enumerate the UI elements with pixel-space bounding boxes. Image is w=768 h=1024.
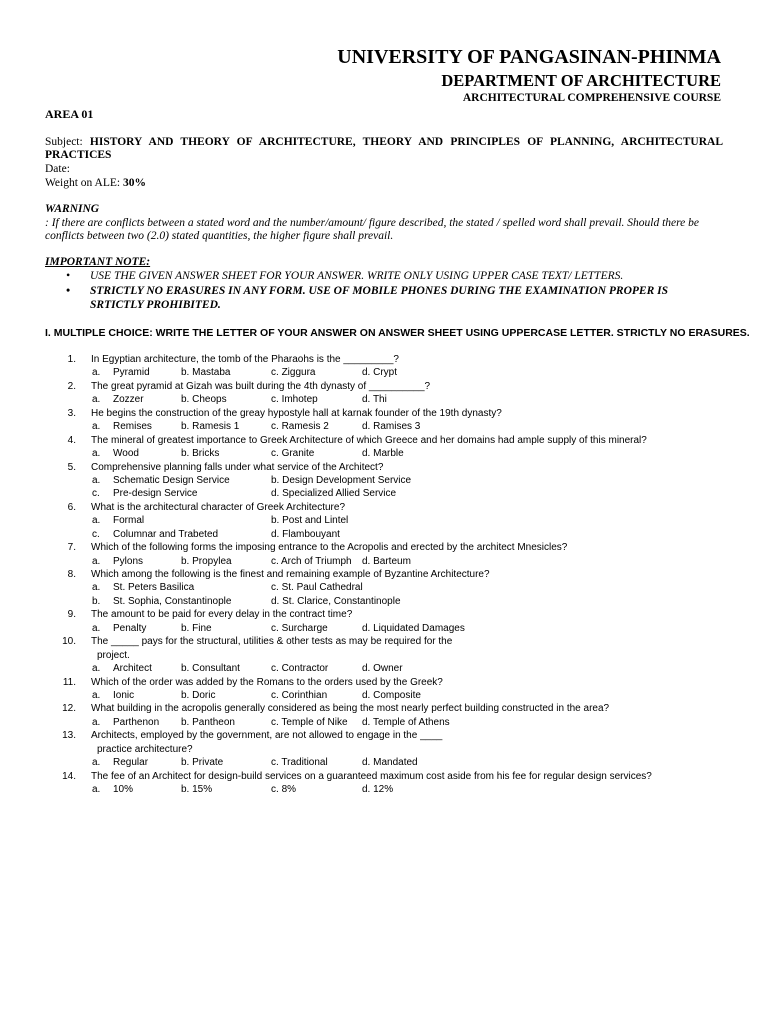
- option-text-lettered: [271, 475, 411, 486]
- option-letter: d.: [362, 689, 371, 701]
- option-text: Ramesis 1: [192, 421, 240, 433]
- question-list: [0, 354, 768, 797]
- option-text: Penalty: [113, 622, 147, 634]
- options-row: [0, 515, 768, 528]
- option-letter: a.: [92, 515, 101, 527]
- bullet-icon: •: [66, 270, 71, 282]
- option-text: Propylea: [192, 555, 232, 567]
- question-number: 2.: [67, 380, 76, 392]
- university-title: UNIVERSITY OF PANGASINAN-PHINMA: [337, 46, 721, 68]
- option-text: St. Sophia, Constantinople: [113, 595, 232, 607]
- option-text: 12%: [373, 784, 394, 795]
- question-number: 7.: [67, 542, 76, 554]
- option-letter: b.: [181, 716, 190, 728]
- option-letter: d.: [271, 488, 280, 500]
- option-letter: b.: [181, 689, 190, 701]
- question-text: The great pyramid at Gizah was built during the 4th dynasty of __________?: [91, 380, 431, 392]
- option-text-lettered: [362, 690, 421, 701]
- option-text: Parthenon: [113, 716, 160, 728]
- option-text: Owner: [373, 663, 403, 675]
- option-text-lettered: [181, 394, 227, 405]
- course-title: ARCHITECTURAL COMPREHENSIVE COURSE: [462, 92, 721, 104]
- question-number: 14.: [62, 770, 76, 782]
- option-letter: c.: [271, 394, 279, 406]
- option-text: Bricks: [192, 448, 220, 460]
- option-text-lettered: [181, 784, 212, 795]
- option-letter: a.: [92, 555, 101, 567]
- subject-line: [45, 136, 723, 162]
- option-text: Thi: [372, 394, 387, 406]
- option-text: 15%: [192, 784, 213, 795]
- note-text: USE THE GIVEN ANSWER SHEET FOR YOUR ANSWER. WRITE ONLY USING UPPER CASE TEXT/ LETTERS.: [90, 270, 624, 282]
- option-text: Design Development Service: [282, 474, 412, 486]
- option-text: Fine: [192, 622, 212, 634]
- option-letter: c.: [271, 784, 279, 795]
- option-text: Traditional: [281, 757, 328, 769]
- option-letter: a.: [92, 622, 101, 634]
- option-letter: a.: [92, 367, 101, 379]
- option-letter: a.: [92, 663, 101, 675]
- option-text-lettered: [362, 717, 450, 728]
- option-text-lettered: [181, 448, 219, 459]
- option-text-lettered: [271, 717, 348, 728]
- option-text: Zozzer: [113, 394, 144, 406]
- option-letter: d.: [362, 555, 371, 567]
- option-letter: d.: [362, 716, 371, 728]
- option-text: Corinthian: [281, 689, 328, 701]
- option-letter: c.: [271, 622, 279, 634]
- options-row: [0, 475, 768, 488]
- option-letter: d.: [362, 622, 371, 634]
- option-letter: d.: [362, 784, 371, 795]
- question-number: 4.: [67, 434, 76, 446]
- weight-line: [45, 177, 723, 190]
- option-text-lettered: [271, 421, 329, 432]
- option-text-lettered: [362, 623, 465, 634]
- question-number: 12.: [62, 703, 76, 715]
- option-text-lettered: [362, 394, 387, 405]
- option-letter: b.: [181, 757, 190, 769]
- weight-value: 30%: [122, 177, 146, 189]
- option-text: Cheops: [192, 394, 227, 406]
- question-row: [0, 609, 768, 622]
- option-letter: b.: [181, 448, 190, 460]
- option-letter: a.: [92, 757, 101, 769]
- option-letter: a.: [92, 448, 101, 460]
- question-number: 9.: [67, 609, 76, 621]
- question-text: The mineral of greatest importance to Greek Architecture of which Greece and her domains had ample supply of this mineral?: [91, 434, 647, 446]
- option-text: Pantheon: [192, 716, 235, 728]
- important-note-item: [66, 284, 723, 312]
- option-text-lettered: [271, 488, 396, 499]
- options-row: [0, 448, 768, 461]
- option-text: St. Clarice, Constantinople: [282, 595, 401, 607]
- options-row: [0, 367, 768, 380]
- option-text-lettered: [271, 690, 327, 701]
- question-text: Which of the order was added by the Romans to the orders used by the Greek?: [91, 676, 443, 688]
- option-text-lettered: [271, 596, 401, 607]
- option-text: Arch of Triumph: [281, 555, 352, 567]
- option-text: 8%: [281, 784, 297, 795]
- warning-text: : If there are conflicts between a stated word and the number/amount/ figure described, the stated / spelled word shall prevail. Should there be conflicts between two (2.0) stated quantities, the higher figure shall prevail.: [45, 217, 700, 242]
- option-letter: c.: [271, 689, 279, 701]
- option-text: Liquidated Damages: [373, 622, 465, 634]
- option-letter: a.: [92, 582, 101, 594]
- option-letter: c.: [92, 528, 100, 540]
- question-row: [0, 354, 768, 367]
- options-row: [0, 663, 768, 676]
- question-text: What building in the acropolis generally considered as being the most nearly perfect building constructed in the area?: [91, 703, 610, 715]
- option-letter: b.: [271, 474, 280, 486]
- option-letter: c.: [271, 555, 279, 567]
- subject-label: Subject:: [45, 136, 83, 148]
- option-text: Formal: [113, 515, 145, 527]
- option-text-lettered: [271, 529, 340, 540]
- option-letter: b.: [181, 663, 190, 675]
- options-row: [0, 556, 768, 569]
- question-number: 10.: [62, 636, 76, 648]
- option-text-lettered: [362, 448, 404, 459]
- option-text-lettered: [181, 663, 240, 674]
- question-text: Comprehensive planning falls under what service of the Architect?: [91, 461, 384, 473]
- question-row-continued: [0, 650, 768, 663]
- option-text-lettered: [362, 784, 393, 795]
- option-text: Specialized Allied Service: [282, 488, 397, 500]
- option-text: Consultant: [192, 663, 240, 675]
- question-row: [0, 502, 768, 515]
- date-label: Date:: [45, 163, 70, 175]
- warning-title: WARNING: [45, 203, 100, 215]
- options-row: [0, 717, 768, 730]
- option-text: Mandated: [373, 757, 418, 769]
- question-text: Which among the following is the finest and remaining example of Byzantine Architecture?: [91, 569, 490, 580]
- options-row: [0, 623, 768, 636]
- option-text: St. Paul Cathedral: [281, 582, 363, 594]
- option-text-lettered: [362, 556, 411, 567]
- option-letter: d.: [362, 394, 371, 406]
- option-text-lettered: [181, 757, 223, 768]
- important-note-item: [66, 269, 723, 283]
- option-letter: a.: [92, 689, 101, 701]
- question-text-continued: project.: [97, 649, 130, 661]
- question-row: [0, 408, 768, 421]
- question-row: [0, 435, 768, 448]
- option-text: Doric: [192, 689, 216, 701]
- option-text: Pylons: [113, 555, 144, 567]
- option-text-lettered: [271, 394, 318, 405]
- question-number: 11.: [62, 676, 76, 688]
- option-letter: a.: [92, 716, 101, 728]
- option-text: Post and Lintel: [282, 515, 349, 527]
- option-text: Architect: [113, 663, 152, 675]
- option-text: Granite: [281, 448, 315, 460]
- option-letter: d.: [271, 595, 280, 607]
- option-text-lettered: [271, 556, 352, 567]
- option-letter: b.: [181, 394, 190, 406]
- area-label: AREA 01: [45, 107, 94, 121]
- option-letter: a.: [92, 421, 101, 433]
- option-text: Columnar and Trabeted: [113, 528, 219, 540]
- question-text: Architects, employed by the government, are not allowed to engage in the ____: [91, 730, 443, 742]
- option-text: St. Peters Basilica: [113, 582, 195, 594]
- option-text-lettered: [362, 757, 418, 768]
- question-text: The _____ pays for the structural, utilities & other tests as may be required for the: [91, 636, 453, 648]
- option-text: Wood: [113, 448, 139, 460]
- question-row: [0, 542, 768, 555]
- option-text-lettered: [271, 784, 296, 795]
- question-row: [0, 677, 768, 690]
- question-number: 8.: [67, 569, 76, 580]
- option-letter: a.: [92, 394, 101, 406]
- option-text-lettered: [271, 367, 315, 378]
- option-text: Ramises 3: [373, 421, 421, 433]
- option-text-lettered: [271, 757, 328, 768]
- question-row: [0, 636, 768, 649]
- question-number: 3.: [67, 407, 76, 419]
- option-letter: d.: [362, 663, 371, 675]
- weight-label: Weight on ALE:: [45, 177, 121, 189]
- department-title: DEPARTMENT OF ARCHITECTURE: [441, 71, 721, 90]
- option-text: Regular: [113, 757, 149, 769]
- option-text-lettered: [362, 367, 397, 378]
- option-letter: a.: [92, 784, 101, 795]
- option-letter: d.: [362, 448, 371, 460]
- options-row: [0, 488, 768, 501]
- option-letter: c.: [271, 663, 279, 675]
- question-row: [0, 462, 768, 475]
- option-letter: c.: [92, 488, 100, 500]
- option-text: Temple of Athens: [372, 716, 450, 728]
- option-text: Remises: [113, 421, 152, 433]
- important-note-title: IMPORTANT NOTE:: [45, 256, 151, 268]
- question-row: [0, 771, 768, 784]
- question-number: 6.: [67, 501, 76, 513]
- option-text-lettered: [271, 623, 328, 634]
- option-letter: d.: [362, 757, 371, 769]
- option-letter: c.: [271, 582, 279, 594]
- option-text-lettered: [181, 690, 215, 701]
- option-text-lettered: [181, 367, 230, 378]
- option-text: Pre-design Service: [113, 488, 198, 500]
- option-text: Contractor: [281, 663, 329, 675]
- option-letter: c.: [271, 448, 279, 460]
- option-text: Mastaba: [192, 367, 231, 379]
- options-row: [0, 394, 768, 407]
- option-letter: b.: [181, 421, 190, 433]
- question-row: [0, 730, 768, 743]
- option-letter: c.: [271, 421, 279, 433]
- note-text: STRICTLY NO ERASURES IN ANY FORM. USE OF MOBILE PHONES DURING THE EXAMINATION PROPER IS SRTICTLY PROHIBITED.: [90, 285, 668, 311]
- option-text-lettered: [181, 717, 235, 728]
- option-text: Surcharge: [281, 622, 328, 634]
- question-text: The fee of an Architect for design-build services on a guaranteed maximum cost aside from his fee for regular design services?: [91, 770, 652, 782]
- option-text: Private: [192, 757, 224, 769]
- question-row-continued: [0, 744, 768, 757]
- question-text: Which of the following forms the imposing entrance to the Acropolis and erected by the architect Mnesicles?: [91, 542, 568, 554]
- option-text-lettered: [181, 623, 212, 634]
- options-row: [0, 421, 768, 434]
- option-text-lettered: [362, 421, 420, 432]
- option-letter: d.: [362, 421, 371, 433]
- options-row: [0, 529, 768, 542]
- option-letter: b.: [181, 622, 190, 634]
- question-text: In Egyptian architecture, the tomb of the Pharaohs is the _________?: [91, 354, 399, 365]
- question-number: 5.: [67, 461, 76, 473]
- question-row: [0, 569, 768, 582]
- question-row: [0, 703, 768, 716]
- option-text-lettered: [271, 448, 314, 459]
- option-letter: b.: [271, 515, 280, 527]
- question-text: What is the architectural character of Greek Architecture?: [91, 501, 345, 513]
- question-row: [0, 381, 768, 394]
- option-text: Composite: [373, 689, 421, 701]
- option-letter: b.: [181, 367, 190, 379]
- option-text: Flambouyant: [282, 528, 340, 540]
- option-text-lettered: [271, 515, 348, 526]
- subject-text: HISTORY AND THEORY OF ARCHITECTURE, THEORY AND PRINCIPLES OF PLANNING, ARCHITECTURAL PRACTICES: [45, 136, 723, 161]
- option-letter: a.: [92, 474, 101, 486]
- option-text: Ramesis 2: [281, 421, 329, 433]
- option-letter: c.: [271, 757, 279, 769]
- question-text: He begins the construction of the greay hypostyle hall at karnak founder of the 19th dynasty?: [91, 407, 502, 419]
- option-letter: c.: [271, 716, 279, 728]
- option-letter: b.: [181, 784, 190, 795]
- option-letter: d.: [362, 367, 371, 379]
- option-letter: b.: [181, 555, 190, 567]
- options-row: [0, 757, 768, 770]
- option-text: Schematic Design Service: [113, 474, 230, 486]
- option-text-lettered: [362, 663, 403, 674]
- option-text-lettered: [181, 556, 232, 567]
- option-text: Pyramid: [113, 367, 150, 379]
- option-text: Ziggura: [281, 367, 316, 379]
- option-text: Imhotep: [281, 394, 318, 406]
- option-text-lettered: [271, 663, 328, 674]
- section-title: I. MULTIPLE CHOICE: WRITE THE LETTER OF YOUR ANSWER ON ANSWER SHEET USING UPPERCASE LETTER. STRICTLY NO ERASURES.: [45, 327, 750, 339]
- option-letter: c.: [271, 367, 279, 379]
- options-row: [0, 784, 768, 797]
- option-letter: b.: [92, 595, 101, 607]
- option-text: Temple of Nike: [281, 716, 348, 728]
- option-text: Ionic: [113, 689, 135, 701]
- question-number: 1.: [67, 354, 76, 365]
- question-number: 13.: [62, 730, 76, 742]
- options-row: [0, 582, 768, 595]
- option-text-lettered: [181, 421, 239, 432]
- option-text-lettered: [271, 582, 363, 593]
- question-text: The amount to be paid for every delay in the contract time?: [91, 609, 353, 621]
- option-text: Crypt: [373, 367, 398, 379]
- question-text-continued: practice architecture?: [97, 743, 193, 755]
- bullet-icon: •: [66, 285, 71, 297]
- option-text: Marble: [373, 448, 404, 460]
- options-row: [0, 596, 768, 609]
- options-row: [0, 690, 768, 703]
- option-text: 10%: [113, 784, 134, 795]
- option-letter: d.: [271, 528, 280, 540]
- option-text: Barteum: [373, 555, 411, 567]
